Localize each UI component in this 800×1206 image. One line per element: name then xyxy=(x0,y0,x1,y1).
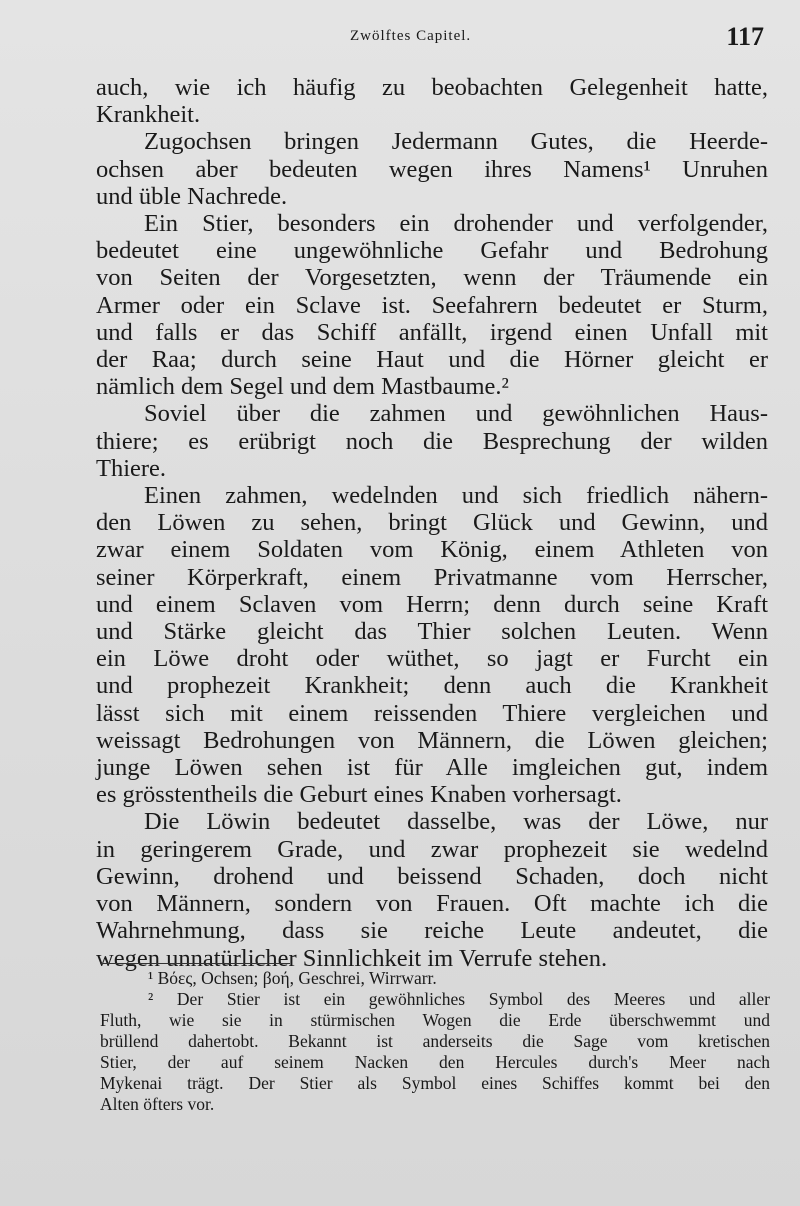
footnotes xyxy=(100,968,770,1115)
text-line: bedeutet eine ungewöhnliche Gefahr und Bedrohung xyxy=(96,237,768,265)
footnote-line: Mykenai trägt. Der Stier als Symbol eines Schiffes kommt bei den xyxy=(100,1073,770,1093)
footnote-2 xyxy=(100,989,770,1115)
text-line: Einen zahmen, wedelnden und sich friedlich nähern- xyxy=(144,482,768,510)
text-line: und prophezeit Krankheit; denn auch die Krankheit xyxy=(96,672,768,700)
text-line: Thiere. xyxy=(96,454,167,482)
paragraph xyxy=(96,74,768,128)
text-line: auch, wie ich häufig zu beobachten Gelegenheit hatte, xyxy=(96,74,768,101)
running-head xyxy=(0,22,800,52)
footnote-line: Fluth, wie sie in stürmischen Wogen die Erde überschwemmt und xyxy=(100,1010,770,1030)
text-line: und falls er das Schiff anfällt, irgend einen Unfall mit xyxy=(96,318,768,346)
text-line: von Männern, sondern von Frauen. Oft machte ich die xyxy=(96,890,768,918)
text-line: ochsen aber bedeuten wegen ihres Namens¹ Unruhen xyxy=(96,155,768,183)
text-line: den Löwen zu sehen, bringt Glück und Gewinn, und xyxy=(96,509,768,537)
paragraph xyxy=(96,128,768,210)
text-line: Krankheit. xyxy=(96,101,201,129)
text-line: Soviel über die zahmen und gewöhnlichen Haus- xyxy=(144,400,768,428)
text-line: Gewinn, drohend und beissend Schaden, doch nicht xyxy=(96,862,768,890)
page-number: 117 xyxy=(726,22,764,51)
footnote-1 xyxy=(100,968,770,989)
text-line: zwar einem Soldaten vom König, einem Athleten von xyxy=(96,536,768,564)
text-line: es grösstentheils die Geburt eines Knaben vorhersagt. xyxy=(96,781,622,809)
body-text xyxy=(96,74,768,972)
footnote-line: Alten öfters vor. xyxy=(100,1094,215,1114)
text-line: wegen unnatürlicher Sinnlichkeit im Verrufe stehen. xyxy=(96,944,608,972)
text-line: Zugochsen bringen Jedermann Gutes, die Heerde- xyxy=(144,128,768,156)
footnote-divider xyxy=(100,963,290,964)
text-line: seiner Körperkraft, einem Privatmanne vom Herrscher, xyxy=(96,563,768,591)
text-line: lässt sich mit einem reissenden Thiere vergleichen und xyxy=(96,699,768,727)
paragraph xyxy=(96,482,768,808)
text-line: Ein Stier, besonders ein drohender und verfolgender, xyxy=(144,210,768,238)
text-line: und üble Nachrede. xyxy=(96,182,288,210)
text-line: thiere; es erübrigt noch die Besprechung der wilden xyxy=(96,427,768,455)
text-line: in geringerem Grade, und zwar prophezeit sie wedelnd xyxy=(96,835,768,863)
running-title: Zwölftes Capitel. xyxy=(350,28,472,44)
text-line: und einem Sclaven vom Herrn; denn durch seine Kraft xyxy=(96,590,768,618)
text-line: junge Löwen sehen ist für Alle imgleichen gut, indem xyxy=(96,754,768,782)
text-line: weissagt Bedrohungen von Männern, die Löwen gleichen; xyxy=(96,726,768,754)
paragraph xyxy=(96,400,768,482)
paragraph xyxy=(96,210,768,400)
text-line: Armer oder ein Sclave ist. Seefahrern bedeutet er Sturm, xyxy=(96,291,768,319)
text-line: Die Löwin bedeutet dasselbe, was der Löwe, nur xyxy=(144,808,768,836)
footnote-line: brüllend dahertobt. Bekannt ist anderseits die Sage vom kretischen xyxy=(100,1031,770,1051)
text-line: nämlich dem Segel und dem Mastbaume.² xyxy=(96,373,509,401)
text-line: der Raa; durch seine Haut und die Hörner gleicht er xyxy=(96,346,768,374)
footnote-line: Stier, der auf seinem Nacken den Hercules durch's Meer nach xyxy=(100,1052,770,1072)
footnote-line: ² Der Stier ist ein gewöhnliches Symbol des Meeres und aller xyxy=(148,989,770,1009)
text-line: von Seiten der Vorgesetzten, wenn der Träumende ein xyxy=(96,264,768,292)
footnote-line: ¹ Βόες, Ochsen; βοή, Geschrei, Wirrwarr. xyxy=(148,968,437,988)
text-line: und Stärke gleicht das Thier solchen Leuten. Wenn xyxy=(96,618,768,646)
text-line: ein Löwe droht oder wüthet, so jagt er Furcht ein xyxy=(96,645,768,673)
paragraph xyxy=(96,808,768,971)
text-line: Wahrnehmung, dass sie reiche Leute andeutet, die xyxy=(96,917,768,945)
